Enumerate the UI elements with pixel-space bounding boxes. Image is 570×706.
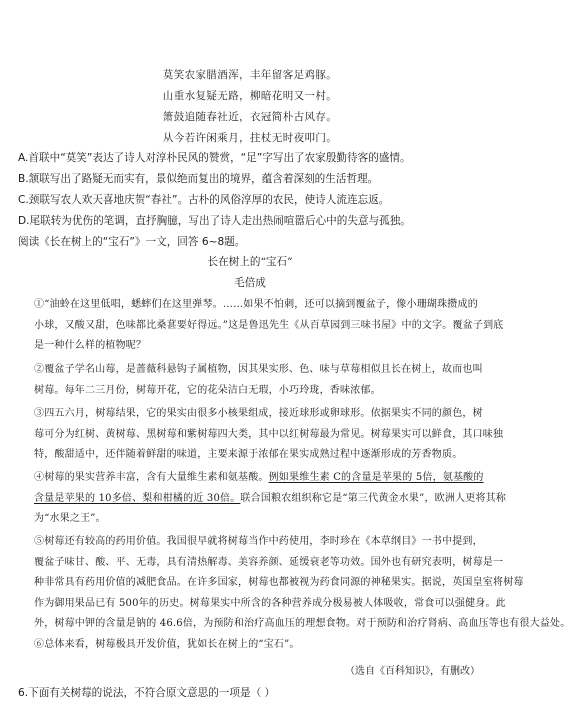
paragraph-1-line-2: 小球，又酸又甜，色味都比桑葚要好得远。”这是鲁迅先生《从百草园到三味书屋》中的文字。覆盆子到底: [34, 319, 504, 331]
option-d: D.尾联转为优伤的笔调，直抒胸臆，写出了诗人走出热闹喧嚣后心中的失意与孤独。: [18, 215, 411, 227]
underlined-sentence-part-2: 含量是苹果的 10多倍、梨和柑橘的近 30倍。: [34, 492, 241, 504]
paragraph-5-line-1: ⑤树莓还有较高的药用价值。我国很早就将树莓当作中药使用，李时珍在《本草纲目》一书中提到，: [34, 536, 483, 547]
paragraph-2: [34, 360, 483, 401]
paragraph-6-line-1: ⑥总体来看，树莓极具开发价值，犹如长在树上的“宝石”。: [34, 639, 300, 650]
paragraph-2-line-2: 树莓。每年二三月份，树莓开花，它的花朵洁白无瑕，小巧玲珑，香味浓郁。: [34, 384, 381, 396]
poem-line-3: 箫鼓追随春社近，衣冠简朴古风存。: [162, 111, 338, 123]
paragraph-5-line-5: 外，树莓中钾的含量是钠的 46.6倍，为预防和治疗高血压的理想食物。对于预防和治疗肾病、高血压等也有很大益处。: [34, 618, 570, 629]
paragraph-5: [34, 532, 570, 635]
paragraph-4-text-a: ④树莓的果实营养丰富，含有大量维生素和氨基酸。: [34, 472, 269, 483]
paragraph-6: [34, 635, 474, 656]
paragraph-4: [34, 468, 507, 530]
option-a: A.首联中“莫笑”表达了诗人对淳朴民风的赞赏，“足”字写出了农家殷勤待客的盛情。: [18, 152, 411, 164]
paragraph-4-line-3: 为“水果之王”。: [34, 513, 106, 524]
poem-line-1: 莫笑农家腊酒浑，丰年留客足鸡豚。: [162, 69, 338, 81]
article-title: 长在树上的“宝石”: [207, 256, 293, 268]
poem-line-4: 从今若许闲乘月，拄杖无时夜叩门。: [162, 132, 338, 144]
underlined-sentence-part-1: 例如果维生素 C的含量是苹果的 5倍，氨基酸的: [268, 472, 484, 483]
option-b: B.颔联写出了路疑无而实有，景似绝而复出的境界，蕴含着深刻的生活哲理。: [18, 173, 379, 185]
paragraph-3-line-3: 特，酸甜适中，还伴随着鲜甜的味道，主要来源于浓郁在果实成熟过程中逐渐形成的芳香物质。: [34, 449, 463, 460]
reading-intro: 阅读《长在树上的“宝石”》一文，回答 6~8题。: [18, 236, 246, 248]
paragraph-3-line-2: 莓可分为红树、黄树莓、黑树莓和紫树莓四大类，其中以红树莓最为常见。树莓果实可以鲜食，其口味独: [34, 428, 504, 440]
paragraph-1-line-3: 是一种什么样的植物呢？: [34, 340, 147, 351]
paragraph-1: [34, 295, 504, 357]
paragraph-3: [34, 404, 504, 466]
paragraph-4-text-b: 联合国粮农组织称它是“第三代黄金水果”，欧洲人更将其称: [240, 492, 507, 504]
paragraph-3-line-1: ③四五六月，树莓结果，它的果实由很多小核果组成，接近球形或卵球形。依据果实不同的颜色，树: [34, 408, 483, 419]
paragraph-4-line-2: [34, 489, 507, 510]
question-6: 6.下面有关树莓的说法，不符合原文意思的一项是（ ）: [18, 687, 276, 699]
paragraph-5-line-3: 种非常具有药用价值的减肥食品。在许多国家，树莓也都被视为药食同源的神秘果实。据说，英国皇室将树莓: [34, 577, 524, 588]
option-c: C.颈联写农人欢天喜地庆贺“春社”。古朴的风俗淳厚的农民，使诗人流连忘返。: [18, 194, 390, 206]
paragraph-5-line-2: 覆盆子味甘、酸、平、无毒，具有清热解毒、美容养颜、延缓衰老等功效。国外也有研究表明，树莓是一: [34, 556, 504, 568]
paragraph-2-line-1: ②覆盆子学名山莓，是蔷薇科悬钩子属植物，因其果实形、色、味与草莓相似且长在树上，故而也叫: [34, 364, 483, 375]
article-source: （选自《百科知识》，有删改）: [345, 666, 480, 677]
poem-line-2: 山重水复疑无路，柳暗花明又一村。: [162, 90, 338, 102]
paragraph-1-line-1: ①“油蛉在这里低唱，蟋蟀们在这里弹琴。……如果不怕刺，还可以摘到覆盆子，像小珊瑚珠攒成的: [34, 299, 478, 310]
paragraph-5-line-4: 作为御用果品已有 500年的历史。树莓果实中所含的各种营养成分极易被人体吸收，常食可以强健身。此: [34, 597, 506, 609]
paragraph-4-line-1: [34, 468, 484, 489]
article-author: 毛倍成: [234, 277, 266, 289]
